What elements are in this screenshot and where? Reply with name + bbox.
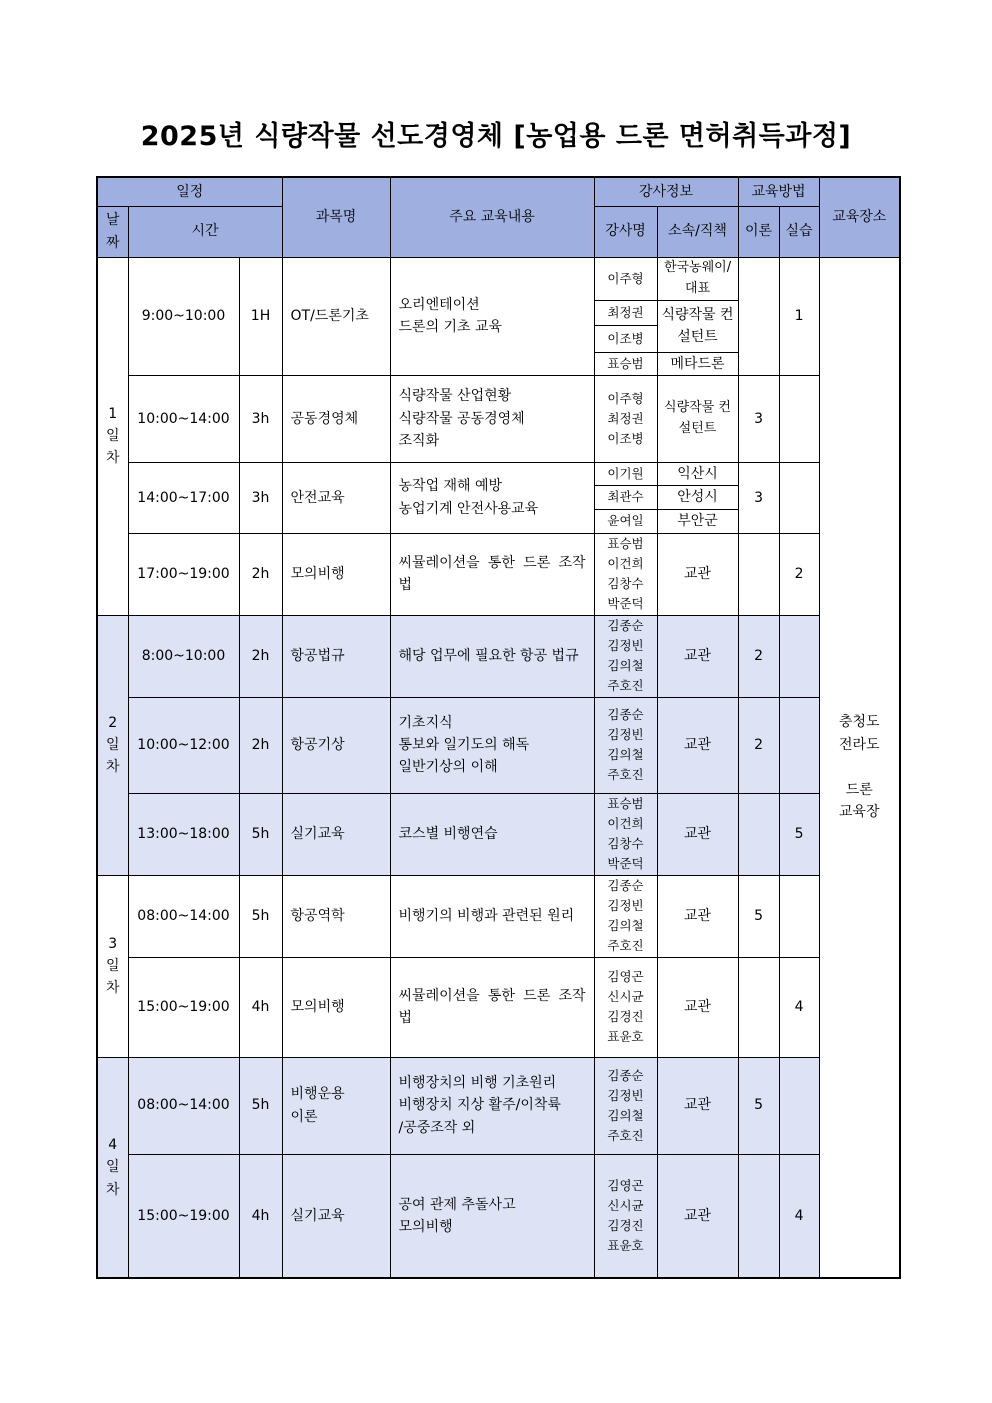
instructor-names (594, 462, 657, 485)
day-label-char: 차 (105, 980, 120, 997)
table-row (97, 375, 900, 462)
theory-hours: 3 (738, 375, 779, 462)
session-content (390, 793, 594, 875)
day-label-char: 차 (105, 450, 120, 467)
session-time: 10:00~12:00 (128, 697, 239, 793)
instructor-name: 김종순 (607, 1067, 644, 1083)
session-time: 15:00~19:00 (128, 1154, 239, 1278)
theory-hours (738, 957, 779, 1057)
session-content-line: 식량작물 산업현황 (398, 388, 512, 405)
table-row (97, 875, 900, 957)
instructor-affiliation: 부안군 (657, 509, 738, 533)
instructor-name: 이조병 (594, 325, 657, 352)
instructor-names (594, 1057, 657, 1154)
session-subject: 모의비행 (282, 533, 390, 615)
header-place: 교육장소 (819, 177, 900, 257)
day-label-char: 2 (108, 714, 118, 731)
instructor-name: 김영곤 (607, 969, 644, 985)
instructor-name: 김경진 (607, 1217, 644, 1233)
session-content-line: 통보와 일기도의 해독 (398, 736, 530, 753)
theory-hours (738, 533, 779, 615)
session-subject-line: 이론 (290, 1108, 318, 1125)
instructor-affiliation: 익산시 (657, 462, 738, 485)
session-content-line: 식량작물 공동경영체 (398, 410, 525, 427)
instructor-name: 윤여일 (607, 513, 644, 529)
instructor-affiliation: 식량작물 컨설턴트 (657, 375, 738, 462)
day-label-char: 일 (105, 427, 120, 444)
page-title: 2025년 식량작물 선도경영체 [농업용 드론 면허취득과정] (140, 121, 852, 152)
practice-hours: 2 (779, 533, 819, 615)
practice-hours: 4 (779, 1154, 819, 1278)
session-content-line: 비행기의 비행과 관련된 원리 (398, 907, 575, 924)
instructor-name: 이조병 (607, 430, 644, 446)
session-content-line: /공중조작 외 (398, 1119, 476, 1136)
instructor-affiliation: 교관 (657, 793, 738, 875)
practice-hours: 1 (779, 257, 819, 375)
session-subject-line: 비행운용 (290, 1086, 345, 1103)
header-method: 교육방법 (738, 177, 819, 206)
header-instructor-info: 강사정보 (594, 177, 738, 206)
session-time: 9:00~10:00 (128, 257, 239, 375)
session-time: 08:00~14:00 (128, 1057, 239, 1154)
instructor-names (594, 257, 657, 300)
session-content-line: 공여 관제 추돌사고 (398, 1196, 516, 1213)
instructor-affiliation: 교관 (657, 957, 738, 1057)
session-subject: 실기교육 (282, 1154, 390, 1278)
instructor-affiliation: 안성시 (657, 486, 738, 509)
practice-hours: 5 (779, 793, 819, 875)
instructor-affiliation: 교관 (657, 875, 738, 957)
header-instructor: 강사명 (594, 206, 657, 257)
instructor-name: 김의철 (607, 658, 644, 674)
header-content: 주요 교육내용 (390, 177, 594, 257)
session-hours: 4h (239, 957, 282, 1057)
table-row (97, 697, 900, 793)
session-subject: OT/드론기초 (282, 257, 390, 375)
session-hours: 5h (239, 793, 282, 875)
instructor-names (594, 697, 657, 793)
education-place-line (823, 756, 897, 778)
instructor-name: 김창수 (607, 576, 644, 592)
table-row (97, 177, 900, 206)
session-time: 14:00~17:00 (128, 462, 239, 533)
instructor-affiliation: 교관 (657, 533, 738, 615)
session-content (390, 697, 594, 793)
practice-hours (779, 875, 819, 957)
practice-hours (779, 375, 819, 462)
instructor-names (594, 793, 657, 875)
instructor-name: 이건희 (607, 556, 644, 572)
theory-hours (738, 257, 779, 375)
instructor-name: 신시균 (607, 989, 644, 1005)
table-row (97, 1057, 900, 1154)
day-label-char: 3 (108, 935, 118, 952)
session-content (390, 375, 594, 462)
instructor-names (594, 875, 657, 957)
day-label (97, 875, 128, 1057)
instructor-name: 이주형 (607, 390, 644, 406)
day-label (97, 615, 128, 875)
instructor-affiliation: 교관 (657, 1154, 738, 1278)
instructor-names (594, 352, 657, 375)
session-time: 15:00~19:00 (128, 957, 239, 1057)
education-place-line: 드론 (845, 781, 873, 798)
table-row (97, 793, 900, 875)
session-content-line: 오리엔테이션 (398, 296, 480, 313)
theory-hours: 3 (738, 462, 779, 533)
practice-hours: 4 (779, 957, 819, 1057)
session-content-line: 기초지식 (398, 714, 453, 731)
session-subject: 모의비행 (282, 957, 390, 1057)
instructor-name: 김창수 (607, 836, 644, 852)
session-content (390, 875, 594, 957)
session-content-line: 코스별 비행연습 (398, 825, 498, 842)
session-hours: 5h (239, 875, 282, 957)
session-content-line: 일반기상의 이해 (398, 759, 498, 776)
instructor-name: 김영곤 (607, 1177, 644, 1193)
instructor-name: 김의철 (607, 747, 644, 763)
session-content (390, 615, 594, 697)
day-label (97, 257, 128, 615)
instructor-name: 이주형 (607, 270, 644, 286)
instructor-name: 주호진 (607, 767, 644, 783)
session-content (390, 957, 594, 1057)
theory-hours (738, 1154, 779, 1278)
session-content (390, 1057, 594, 1154)
day-label (97, 1057, 128, 1278)
instructor-name: 김종순 (607, 618, 644, 634)
instructor-names (594, 375, 657, 462)
instructor-affiliation: 식량작물 컨설턴트 (657, 300, 738, 352)
day-label-char: 차 (105, 759, 120, 776)
session-subject: 항공기상 (282, 697, 390, 793)
practice-hours (779, 697, 819, 793)
instructor-name: 표승범 (607, 355, 644, 371)
instructor-name: 표승범 (607, 796, 644, 812)
session-subject: 실기교육 (282, 793, 390, 875)
session-subject: 공동경영체 (282, 375, 390, 462)
instructor-affiliation: 한국농웨이/대표 (657, 257, 738, 300)
session-subject: 항공법규 (282, 615, 390, 697)
session-hours: 5h (239, 1057, 282, 1154)
day-label-char: 차 (105, 1181, 120, 1198)
session-hours: 1H (239, 257, 282, 375)
instructor-name: 이기원 (607, 466, 644, 482)
instructor-names (594, 486, 657, 509)
table-row (97, 462, 900, 485)
instructor-name: 김종순 (607, 878, 644, 894)
day-label-char: 4 (108, 1136, 118, 1153)
session-time: 13:00~18:00 (128, 793, 239, 875)
day-label-char: 일 (105, 736, 120, 753)
instructor-name: 최정권 (607, 410, 644, 426)
session-content-line: 조직화 (398, 433, 440, 450)
instructor-name: 주호진 (607, 1127, 644, 1143)
day-label-char: 일 (105, 957, 120, 974)
session-content-line: 비행장치 지상 활주/이착륙 (398, 1097, 561, 1114)
day-label-char: 일 (105, 1159, 120, 1176)
instructor-affiliation: 교관 (657, 697, 738, 793)
instructor-name: 주호진 (607, 938, 644, 954)
session-time: 17:00~19:00 (128, 533, 239, 615)
instructor-names (594, 509, 657, 533)
theory-hours: 2 (738, 615, 779, 697)
session-time: 8:00~10:00 (128, 615, 239, 697)
session-content-line: 씨뮬레이션을 통한 드론 조작법 (398, 554, 586, 594)
session-content-line: 해당 업무에 필요한 항공 법규 (398, 647, 579, 664)
session-hours: 4h (239, 1154, 282, 1278)
practice-hours (779, 615, 819, 697)
education-place (819, 257, 900, 1278)
practice-hours (779, 462, 819, 533)
instructor-name: 주호진 (607, 678, 644, 694)
header-theory: 이론 (738, 206, 779, 257)
session-content-line: 씨뮬레이션을 통한 드론 조작법 (398, 987, 586, 1027)
session-hours: 3h (239, 462, 282, 533)
instructor-name: 이건희 (607, 816, 644, 832)
practice-hours (779, 1057, 819, 1154)
day-label-char: 1 (108, 405, 118, 422)
session-time: 08:00~14:00 (128, 875, 239, 957)
schedule-table (96, 176, 901, 1279)
theory-hours: 2 (738, 697, 779, 793)
header-affiliation: 소속/직책 (657, 206, 738, 257)
instructor-name: 김정빈 (607, 727, 644, 743)
instructor-name: 김종순 (607, 707, 644, 723)
theory-hours: 5 (738, 875, 779, 957)
session-content-line: 농작업 재해 예방 (398, 478, 503, 495)
header-day: 날짜 (97, 206, 128, 257)
table-row (97, 533, 900, 615)
instructor-name: 신시균 (607, 1197, 644, 1213)
session-subject (282, 1057, 390, 1154)
instructor-names (594, 957, 657, 1057)
session-hours: 2h (239, 697, 282, 793)
instructor-name: 최관수 (607, 489, 644, 505)
session-subject: 항공역학 (282, 875, 390, 957)
session-subject: 안전교육 (282, 462, 390, 533)
session-content-line: 농업기계 안전사용교육 (398, 500, 539, 517)
education-place-line: 전라도 (839, 736, 880, 753)
header-practice: 실습 (779, 206, 819, 257)
instructor-names (594, 615, 657, 697)
instructor-name: 박준덕 (607, 596, 644, 612)
instructor-name: 김의철 (607, 918, 644, 934)
instructor-name: 김정빈 (607, 638, 644, 654)
table-row (97, 615, 900, 697)
session-content-line: 비행장치의 비행 기초원리 (398, 1075, 557, 1092)
table-row (97, 957, 900, 1057)
session-content (390, 1154, 594, 1278)
instructor-name: 김의철 (607, 1107, 644, 1123)
instructor-names (594, 533, 657, 615)
instructor-name: 표윤호 (607, 1029, 644, 1045)
instructor-name: 김정빈 (607, 898, 644, 914)
instructor-affiliation: 메타드론 (657, 352, 738, 375)
session-content (390, 533, 594, 615)
session-hours: 2h (239, 533, 282, 615)
instructor-name: 김경진 (607, 1009, 644, 1025)
table-row (97, 1154, 900, 1278)
session-hours: 2h (239, 615, 282, 697)
theory-hours (738, 793, 779, 875)
table-row (97, 257, 900, 300)
instructor-affiliation: 교관 (657, 615, 738, 697)
theory-hours: 5 (738, 1057, 779, 1154)
session-content (390, 462, 594, 533)
header-schedule: 일정 (97, 177, 282, 206)
instructor-name: 표윤호 (607, 1237, 644, 1253)
instructor-name: 박준덕 (607, 856, 644, 872)
instructor-affiliation: 교관 (657, 1057, 738, 1154)
instructor-name: 표승범 (607, 536, 644, 552)
session-content-line: 모의비행 (398, 1218, 453, 1235)
education-place-line: 교육장 (839, 803, 880, 820)
instructor-names (594, 1154, 657, 1278)
session-hours: 3h (239, 375, 282, 462)
header-time: 시간 (128, 206, 282, 257)
header-subject: 과목명 (282, 177, 390, 257)
session-content-line: 드론의 기초 교육 (398, 319, 503, 336)
session-content (390, 257, 594, 375)
education-place-line: 충청도 (839, 714, 880, 731)
instructor-name: 최정권 (594, 300, 657, 325)
session-time: 10:00~14:00 (128, 375, 239, 462)
instructor-name: 김정빈 (607, 1087, 644, 1103)
